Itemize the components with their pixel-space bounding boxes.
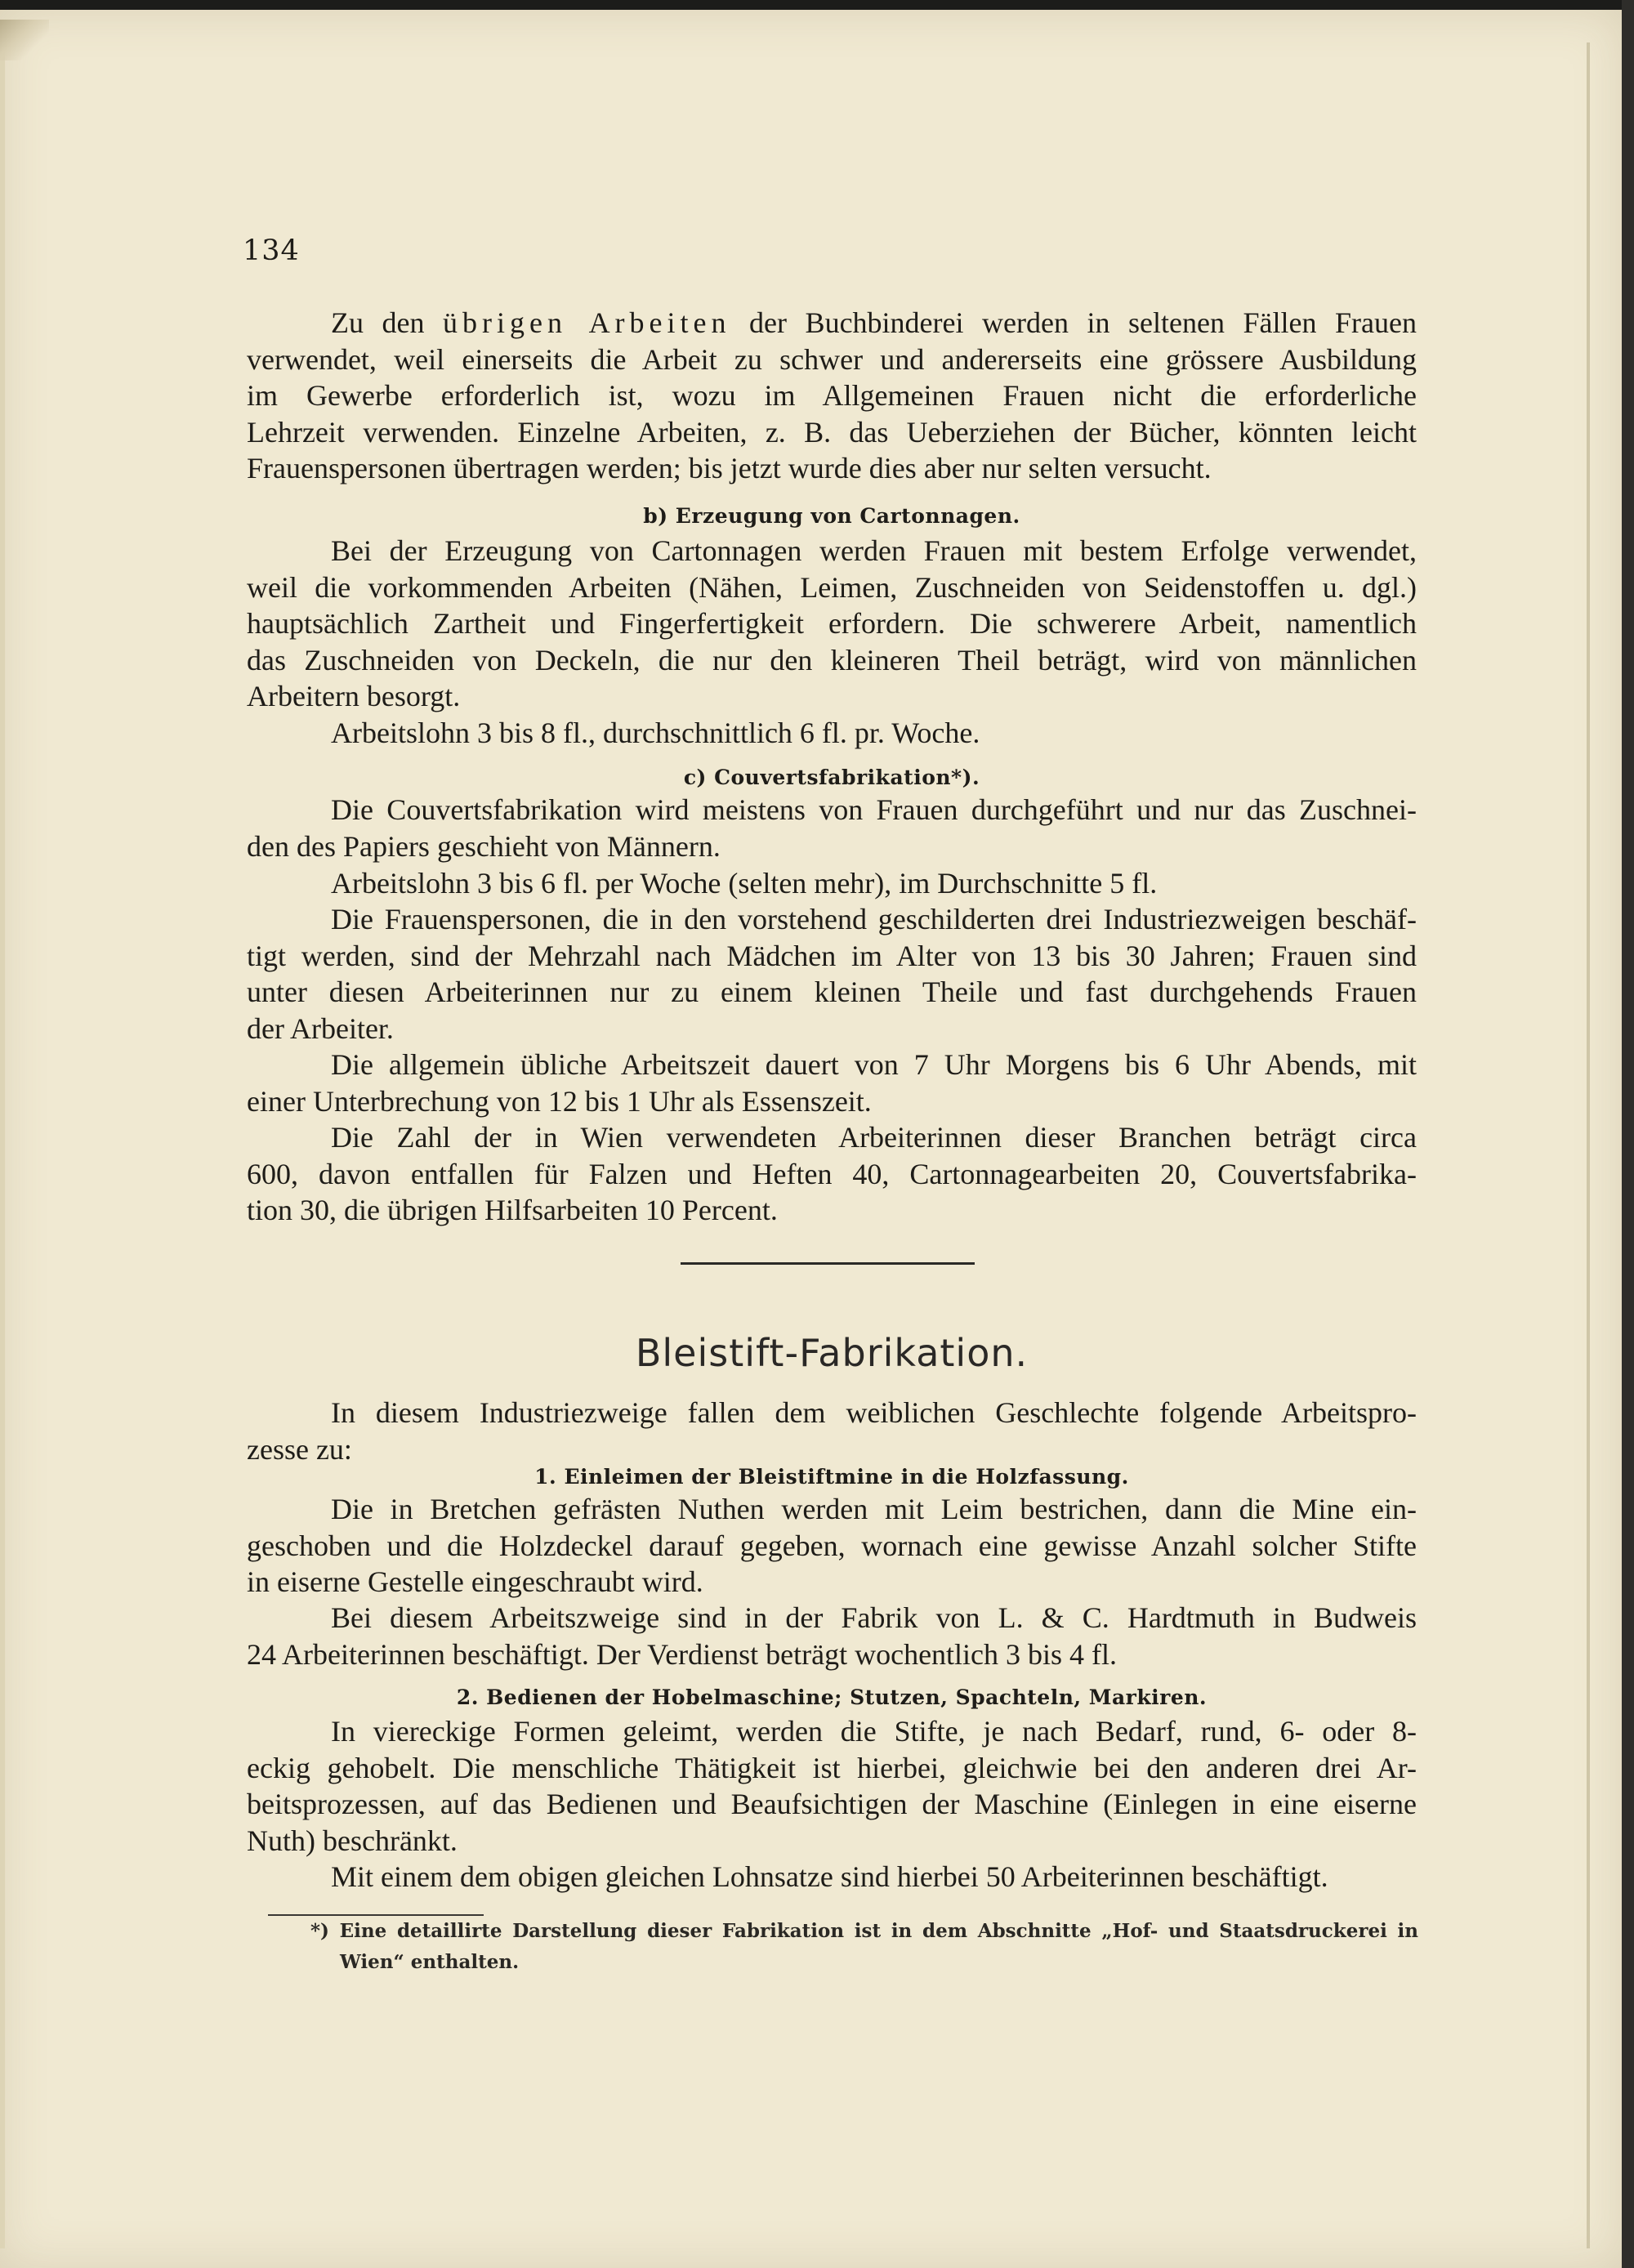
- text-line: Arbeitslohn 3 bis 8 fl., durchschnittlich 6 fl. pr. Woche.: [331, 717, 980, 749]
- text-line: unter diesen Arbeiterinnen nur zu einem kleinen Theile und fast durchgehends Frauen: [247, 976, 1417, 1008]
- text-line: hauptsächlich Zartheit und Fingerfertigkeit erfordern. Die schwerere Arbeit, namentlich: [247, 607, 1417, 640]
- book-page: [0, 10, 1622, 2268]
- zahl-paragraph: [247, 1119, 1417, 1229]
- scan-top-border: [0, 0, 1634, 10]
- text-line: einer Unterbrechung von 12 bis 1 Uhr als Essenszeit.: [247, 1084, 872, 1118]
- text-line: Zu den übrigen Arbeiten der Buchbinderei werden in seltenen Fällen Frauen: [331, 306, 1417, 339]
- text-line: geschoben und die Holzdeckel darauf gegeben, wornach eine gewisse Anzahl solcher Stifte: [247, 1529, 1417, 1562]
- page-fold-line: [1587, 42, 1590, 2248]
- cartonnagen-wage: [247, 715, 1417, 752]
- text-line: In diesem Industriezweige fallen dem weiblichen Geschlechte folgende Arbeitspro-: [331, 1396, 1417, 1429]
- footnote-line: Wien“ enthalten.: [340, 1951, 520, 1973]
- page-number: 134: [243, 234, 300, 267]
- footnote: [310, 1916, 1418, 1978]
- cartonnagen-paragraph: [247, 533, 1417, 715]
- text-line: weil die vorkommenden Arbeiten (Nähen, Leimen, Zuschneiden von Seidenstoffen u. dgl.): [247, 570, 1417, 604]
- text-line: im Gewerbe erforderlich ist, wozu im Allgemeinen Frauen nicht die erforderliche: [247, 379, 1417, 412]
- text-line: Die in Bretchen gefrästen Nuthen werden mit Leim bestrichen, dann die Mine ein-: [331, 1493, 1417, 1525]
- text-line: Die Zahl der in Wien verwendeten Arbeiterinnen dieser Branchen beträgt circa: [331, 1121, 1417, 1154]
- text-line: das Zuschneiden von Deckeln, die nur den kleineren Theil beträgt, wird von männlichen: [247, 643, 1417, 676]
- text-line: In viereckige Formen geleimt, werden die Stifte, je nach Bedarf, rund, 6- oder 8-: [331, 1715, 1417, 1748]
- couvert-paragraph: [247, 792, 1417, 864]
- text-line: Bei der Erzeugung von Cartonnagen werden Frauen mit bestem Erfolge verwendet,: [331, 534, 1417, 567]
- text-line: eckig gehobelt. Die menschliche Thätigkeit ist hierbei, gleichwie bei den anderen drei Ar-: [247, 1751, 1417, 1784]
- text-line: Die Frauenspersonen, die in den vorstehend geschilderten drei Industriezweigen beschäf-: [331, 903, 1417, 935]
- hobelmaschine-paragraph: [247, 1713, 1417, 1859]
- page-left-edge: [0, 42, 5, 2248]
- text-line: Mit einem dem obigen gleichen Lohnsatze sind hierbei 50 Arbeiterinnen beschäftigt.: [331, 1860, 1328, 1893]
- text-line: den des Papiers geschieht von Männern.: [247, 829, 721, 863]
- text-line: Die allgemein übliche Arbeitszeit dauert von 7 Uhr Morgens bis 6 Uhr Abends, mit: [331, 1048, 1417, 1081]
- text-line: in eiserne Gestelle eingeschraubt wird.: [247, 1565, 703, 1598]
- text-line: tigt werden, sind der Mehrzahl nach Mädchen im Alter von 13 bis 30 Jahren; Frauen sind: [247, 939, 1417, 972]
- lohnsatz-paragraph: [247, 1859, 1417, 1895]
- arbeitszeit-paragraph: [247, 1047, 1417, 1119]
- einleimen-paragraph: [247, 1491, 1417, 1601]
- text-line: Arbeitslohn 3 bis 6 fl. per Woche (selten mehr), im Durchschnitte 5 fl.: [331, 867, 1158, 900]
- text-line: Arbeitern besorgt.: [247, 680, 461, 712]
- section-divider: [681, 1262, 975, 1265]
- text-line: Bei diesem Arbeitszweige sind in der Fabrik von L. & C. Hardtmuth in Budweis: [331, 1601, 1417, 1634]
- subsection-heading-1: 1. Einleimen der Bleistiftmine in die Holzfassung.: [534, 1465, 1129, 1489]
- text-line: Die Couvertsfabrikation wird meistens von Frauen durchgeführt und nur das Zuschnei-: [331, 793, 1417, 826]
- chapter-title: Bleistift-Fabrikation.: [635, 1331, 1029, 1375]
- page-corner-shadow: [0, 20, 49, 60]
- text-line: beitsprozessen, auf das Bedienen und Beaufsichtigen der Maschine (Einlegen in eine eiserne: [247, 1788, 1417, 1820]
- intro-paragraph: [247, 305, 1417, 487]
- text-line: Frauenspersonen übertragen werden; bis jetzt wurde dies aber nur selten versucht.: [247, 452, 1212, 484]
- text-line: tion 30, die übrigen Hilfsarbeiten 10 Percent.: [247, 1194, 778, 1226]
- footnote-line: *) Eine detaillirte Darstellung dieser Fabrikation ist in dem Abschnitte „Hof- und Staatsdruckerei in: [310, 1920, 1418, 1942]
- section-heading-b: b) Erzeugung von Cartonnagen.: [643, 504, 1020, 528]
- subsection-heading-2: 2. Bedienen der Hobelmaschine; Stutzen, Spachteln, Markiren.: [456, 1685, 1208, 1709]
- couvert-wage: [247, 865, 1417, 902]
- text-line: 600, davon entfallen für Falzen und Heften 40, Cartonnagearbeiten 20, Couvertsfabrika-: [247, 1157, 1417, 1190]
- text-line: Lehrzeit verwenden. Einzelne Arbeiten, z. B. das Ueberziehen der Bücher, könnten leicht: [247, 415, 1417, 449]
- section-heading-c: c) Couvertsfabrikation*).: [683, 766, 980, 789]
- text-line: zesse zu:: [247, 1432, 352, 1466]
- text-line: verwendet, weil einerseits die Arbeit zu schwer und andererseits eine grössere Ausbildung: [247, 342, 1417, 376]
- text-line: 24 Arbeiterinnen beschäftigt. Der Verdienst beträgt wochentlich 3 bis 4 fl.: [247, 1637, 1118, 1671]
- hardtmuth-paragraph: [247, 1600, 1417, 1672]
- text-line: Nuth) beschränkt.: [247, 1824, 458, 1857]
- bleistift-intro-paragraph: [247, 1395, 1417, 1467]
- scan-right-border: [1622, 0, 1634, 2268]
- text-line: der Arbeiter.: [247, 1011, 394, 1045]
- frauenspersonen-paragraph: [247, 901, 1417, 1047]
